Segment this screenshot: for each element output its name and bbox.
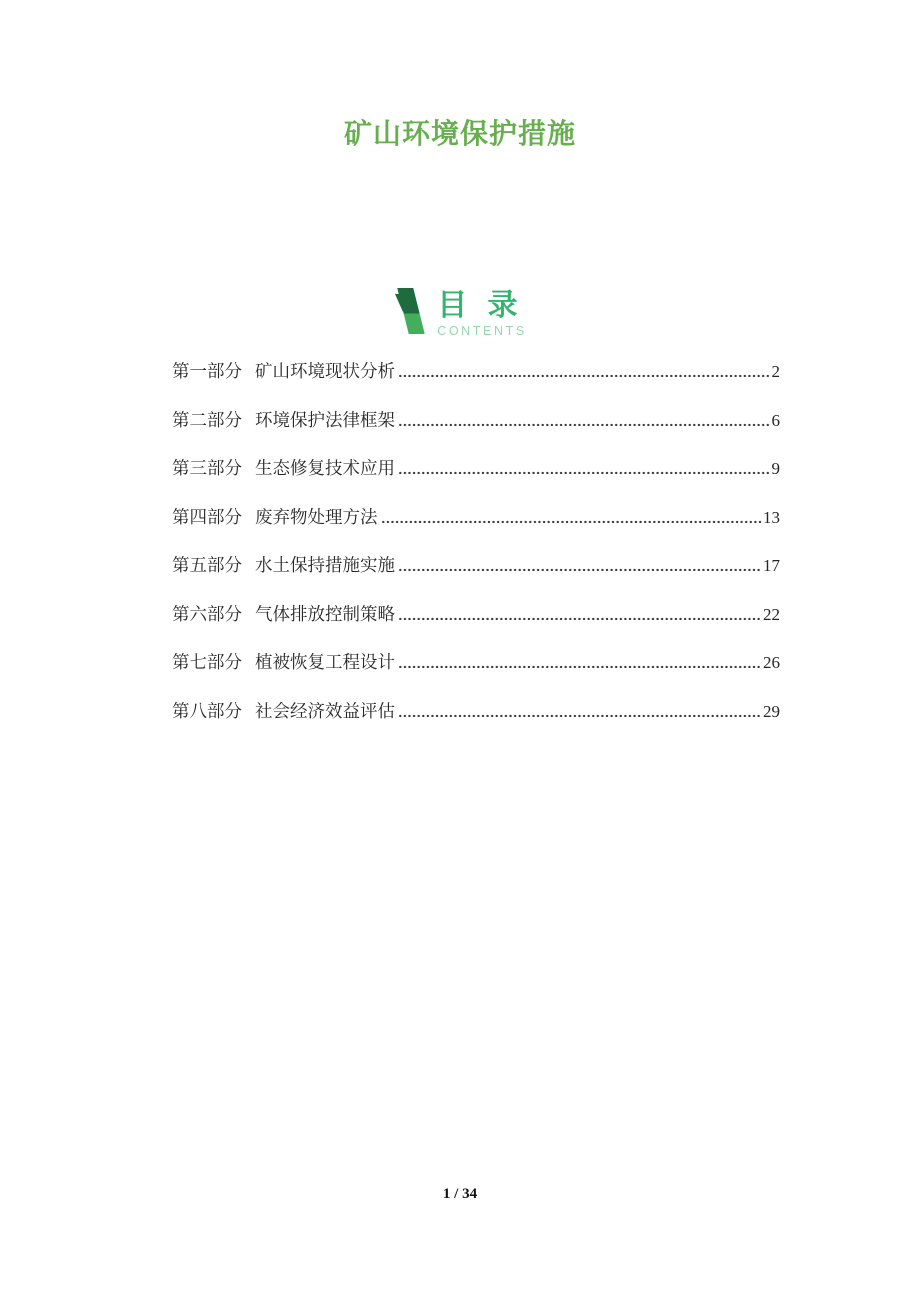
toc-entry-label: 第七部分 <box>172 652 242 672</box>
toc-entry-page: 17 <box>763 556 780 575</box>
toc-entry-title: 矿山环境现状分析 <box>255 361 395 381</box>
toc-dot-leader <box>398 567 762 571</box>
toc-entry-page: 6 <box>771 410 780 430</box>
toc-entry[interactable] <box>172 699 780 723</box>
toc-entry-title: 生态修复技术应用 <box>255 458 395 478</box>
toc-dot-leader <box>398 664 762 668</box>
toc-entry[interactable] <box>172 408 780 432</box>
toc-entry[interactable] <box>172 650 780 674</box>
toc-dot-leader <box>398 422 771 426</box>
document-title: 矿山环境保护措施 <box>343 118 576 149</box>
toc-entry[interactable] <box>172 505 780 529</box>
toc-entry-page: 22 <box>763 604 780 624</box>
toc-entry-label: 第二部分 <box>172 409 242 430</box>
toc-entry[interactable] <box>172 553 780 577</box>
page-number-indicator: 1 / 34 <box>442 1186 478 1202</box>
toc-dot-leader <box>398 616 762 620</box>
page-footer <box>0 1186 920 1203</box>
toc-entry-title: 社会经济效益评估 <box>255 700 395 721</box>
toc-entry-label: 第三部分 <box>172 458 242 478</box>
toc-entry-page: 9 <box>771 459 780 478</box>
toc-entry-title: 环境保护法律框架 <box>255 409 395 430</box>
toc-header <box>0 285 920 338</box>
toc-entry-title: 水土保持措施实施 <box>255 555 395 575</box>
toc-header-text <box>437 285 527 338</box>
toc-entry-page: 29 <box>763 701 780 721</box>
toc-dot-leader <box>381 519 763 523</box>
toc-entry-title: 废弃物处理方法 <box>255 506 378 527</box>
toc-entry-label: 第八部分 <box>172 700 242 721</box>
toc-logo-stripe-icon <box>393 285 429 337</box>
toc-dot-leader <box>398 470 771 474</box>
toc-entry-title: 气体排放控制策略 <box>255 603 395 624</box>
toc-entry-title: 植被恢复工程设计 <box>255 652 395 672</box>
toc-subheading: CONTENTS <box>437 324 527 338</box>
toc-entry-page: 26 <box>763 653 780 672</box>
toc-entry-page: 2 <box>771 362 780 381</box>
toc-heading: 目 录 <box>437 289 524 322</box>
toc-entry-page: 13 <box>763 507 780 527</box>
toc-entry[interactable] <box>172 359 780 383</box>
toc-entry[interactable] <box>172 456 780 480</box>
toc-entry-label: 第四部分 <box>172 506 242 527</box>
toc-entry[interactable] <box>172 602 780 626</box>
toc-dot-leader <box>398 373 771 377</box>
toc-entry-label: 第六部分 <box>172 603 242 624</box>
toc-list <box>172 359 780 747</box>
toc-entry-label: 第五部分 <box>172 555 242 575</box>
toc-dot-leader <box>398 713 762 717</box>
toc-entry-label: 第一部分 <box>172 361 242 381</box>
